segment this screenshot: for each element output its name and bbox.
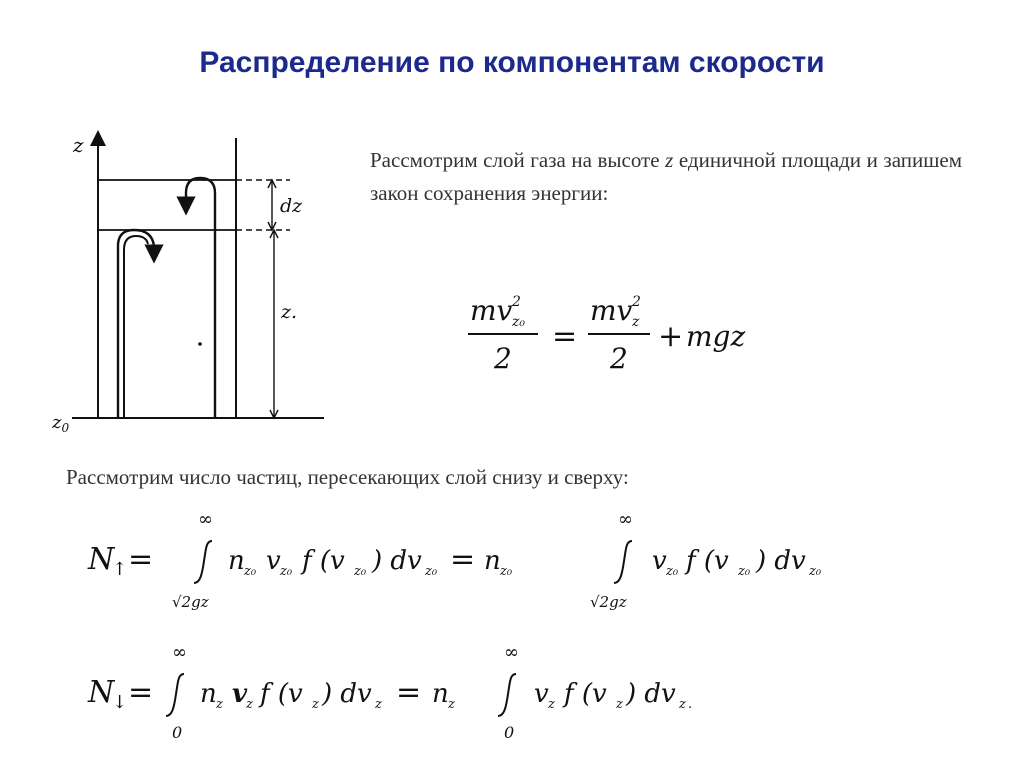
intro-paragraph: Рассмотрим слой газа на высоте z единичной площади и запишем закон сохранения энергии: <box>370 148 962 205</box>
svg-text:f (v: f (v <box>302 546 345 576</box>
svg-text:2: 2 <box>632 294 641 310</box>
svg-text:N: N <box>88 542 115 577</box>
svg-text:z: z <box>312 697 319 712</box>
gas-layer-diagram <box>40 118 340 438</box>
svg-text:↑: ↑ <box>112 559 128 580</box>
svg-text:z₀: z₀ <box>425 564 438 579</box>
svg-text:∞: ∞ <box>504 642 519 663</box>
svg-text:n: n <box>432 679 449 709</box>
svg-text:2: 2 <box>512 294 521 310</box>
z-axis-label: z <box>73 133 84 157</box>
svg-text:z: z <box>375 697 382 712</box>
svg-text:=: = <box>128 675 154 710</box>
svg-text:z₀: z₀ <box>354 564 367 579</box>
svg-text:f (v: f (v <box>260 679 303 709</box>
var-z: z <box>665 148 674 172</box>
svg-text:n: n <box>484 546 501 576</box>
page-title: Распределение по компонентам скорости <box>199 46 825 79</box>
trajectory-upper <box>186 178 215 418</box>
svg-text:z: z <box>616 697 623 712</box>
svg-text:.: . <box>688 697 693 712</box>
svg-text:=: = <box>552 319 578 354</box>
svg-text:z: z <box>246 697 253 712</box>
svg-text:∞: ∞ <box>172 642 187 663</box>
svg-text:) dv: ) dv <box>372 546 422 576</box>
svg-text:v: v <box>266 546 281 576</box>
svg-text:n: n <box>200 679 217 709</box>
svg-text:√2gz: √2gz <box>172 593 209 611</box>
svg-text:mv: mv <box>470 294 513 327</box>
svg-text:z₀: z₀ <box>244 564 257 579</box>
svg-text:0: 0 <box>504 723 515 742</box>
svg-text:z₀: z₀ <box>500 564 513 579</box>
svg-text:n: n <box>228 546 245 576</box>
svg-text:mgz: mgz <box>686 320 746 353</box>
energy-equation <box>460 280 790 380</box>
svg-text:z: z <box>679 697 686 712</box>
svg-text:f (v: f (v <box>564 679 607 709</box>
svg-text:mv: mv <box>590 294 633 327</box>
svg-text:v: v <box>652 546 667 576</box>
svg-text:z: z <box>548 697 555 712</box>
svg-text:) dv: ) dv <box>626 679 676 709</box>
svg-text:) dv: ) dv <box>322 679 372 709</box>
svg-text:=: = <box>128 542 154 577</box>
svg-text:z: z <box>632 314 640 330</box>
z-height-label: z. <box>281 301 298 323</box>
svg-text:+: + <box>658 319 684 354</box>
dz-label: dz <box>280 195 303 217</box>
n-down-equation <box>80 638 800 748</box>
svg-text:2: 2 <box>494 342 512 375</box>
svg-text:z₀: z₀ <box>738 564 751 579</box>
svg-text:z₀: z₀ <box>666 564 679 579</box>
svg-text:0: 0 <box>172 723 183 742</box>
svg-text:=: = <box>450 542 476 577</box>
svg-text:z: z <box>448 697 455 712</box>
svg-text:2: 2 <box>610 342 628 375</box>
svg-text:f (v: f (v <box>686 546 729 576</box>
svg-text:v: v <box>534 679 549 709</box>
svg-text:z₀: z₀ <box>280 564 293 579</box>
svg-text:) dv: ) dv <box>756 546 806 576</box>
svg-text:=: = <box>396 675 422 710</box>
n-up-equation <box>80 505 880 615</box>
z0-label: $z_0$ <box>52 412 70 435</box>
crossing-paragraph: Рассмотрим число частиц, пересекающих слой снизу и сверху: <box>66 465 629 489</box>
svg-text:√2gz: √2gz <box>590 593 627 611</box>
svg-text:z: z <box>216 697 223 712</box>
svg-text:N: N <box>88 675 115 710</box>
svg-text:z₀: z₀ <box>809 564 822 579</box>
svg-text:v: v <box>232 679 248 709</box>
svg-text:∞: ∞ <box>618 509 633 530</box>
svg-text:z₀: z₀ <box>512 314 525 330</box>
svg-text:↓: ↓ <box>112 692 128 713</box>
svg-text:∞: ∞ <box>198 509 213 530</box>
